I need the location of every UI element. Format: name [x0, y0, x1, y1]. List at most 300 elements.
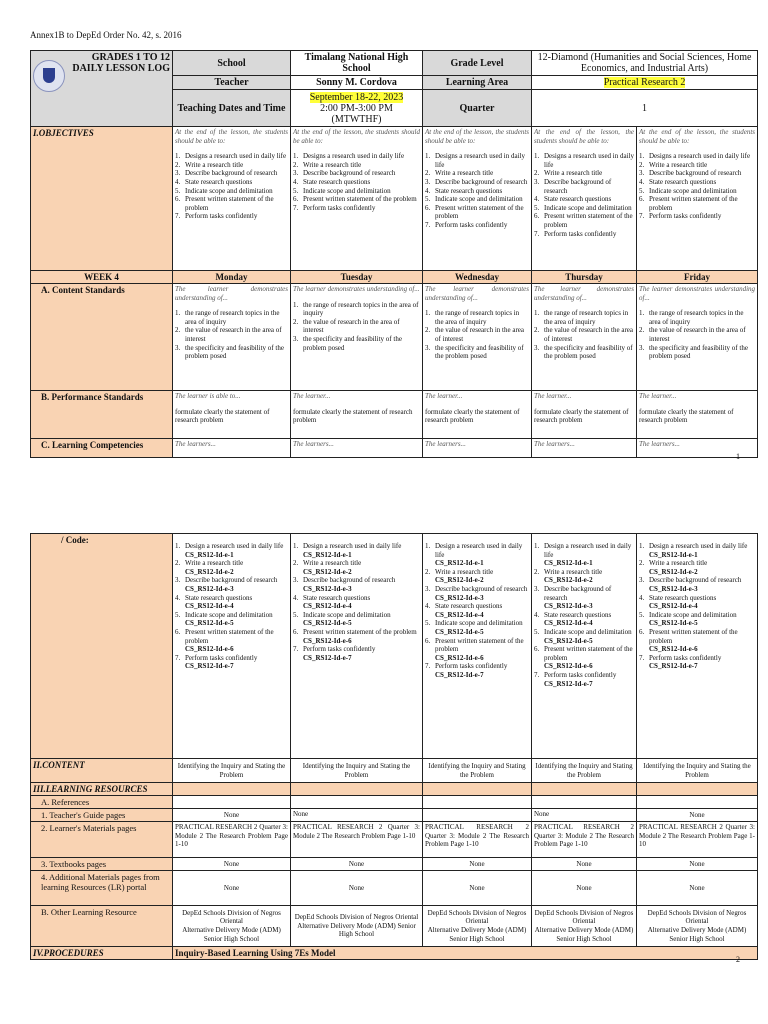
content-standards-intro: The learner demonstrates understanding of...	[293, 285, 420, 293]
item-text	[303, 195, 417, 204]
competency-code: CS_RS12-Id-e-3	[303, 584, 352, 593]
item-text	[435, 221, 507, 230]
item-text	[435, 309, 529, 326]
item-label: Write a research title	[185, 160, 244, 169]
item-text	[303, 204, 375, 213]
item-label: Describe background of research	[649, 576, 742, 585]
competency-code: CS_RS12-Id-e-7	[649, 662, 698, 671]
content-standards-intro: The learner demonstrates understanding of...	[175, 285, 288, 302]
item-text	[435, 637, 529, 663]
item-number: 5.	[175, 186, 181, 195]
item-label: State research questions	[544, 195, 612, 204]
item-number: 2.	[639, 160, 645, 169]
objectives-intro: At the end of the lesson, the students should be able to:	[425, 128, 529, 145]
list-item	[175, 187, 288, 196]
item-number: 1.	[639, 152, 645, 161]
item-text	[649, 187, 737, 196]
additional-materials-label: 4. Additional Materials pages from learning Resources (LR) portal	[31, 871, 173, 906]
item-text	[649, 559, 707, 576]
item-text	[435, 619, 523, 636]
quarter-value: 1	[532, 90, 758, 127]
procedures-label: IV.PROCEDURES	[31, 947, 173, 960]
item-number: 4.	[293, 593, 299, 602]
item-text	[435, 152, 529, 169]
competency-code: CS_RS12-Id-e-1	[435, 559, 484, 568]
list-item	[534, 152, 634, 169]
item-number: 1.	[534, 309, 540, 318]
list-item	[425, 344, 529, 361]
item-number: 6.	[534, 645, 540, 654]
page-number-1: 1	[736, 452, 740, 461]
item-text	[435, 542, 529, 568]
item-label: the range of research topics in the area of inquiry	[185, 309, 280, 326]
item-text	[649, 628, 755, 654]
list-item	[639, 152, 755, 161]
item-number: 7.	[425, 662, 431, 671]
item-number: 6.	[293, 627, 299, 636]
item-number: 1.	[425, 309, 431, 318]
list-item	[639, 611, 755, 628]
item-text	[435, 169, 493, 178]
list-item	[639, 212, 755, 221]
item-number: 2.	[534, 326, 540, 335]
list-item	[425, 195, 529, 204]
lesson-log-table-page2	[30, 533, 758, 960]
item-label: State research questions	[185, 177, 253, 186]
code-label: / Code:	[31, 534, 173, 759]
item-number: 2.	[293, 559, 299, 568]
item-text	[649, 178, 716, 187]
item-text	[303, 318, 420, 335]
list-item	[534, 671, 634, 688]
performance-standards-text: formulate clearly the statement of research problem	[534, 407, 629, 425]
item-text	[435, 585, 527, 602]
list-item	[425, 662, 529, 679]
item-text	[649, 611, 737, 628]
competency-code: CS_RS12-Id-e-2	[303, 567, 352, 576]
item-label: Describe background of research	[649, 169, 742, 178]
item-label: Perform tasks confidently	[303, 203, 376, 212]
item-text	[649, 309, 755, 326]
item-number: 5.	[293, 186, 299, 195]
item-number: 2.	[425, 169, 431, 178]
item-number: 5.	[534, 203, 540, 212]
item-number: 7.	[534, 229, 540, 238]
item-label: Present written statement of the problem	[544, 212, 633, 229]
list-item	[175, 178, 288, 187]
list-item	[639, 326, 755, 343]
other-resources-mode: Alternative Delivery Mode (ADM) Senior High School	[297, 921, 416, 939]
competency-code: CS_RS12-Id-e-4	[303, 602, 352, 611]
item-number: 4.	[293, 177, 299, 186]
school-value: Timalang National High School	[291, 51, 423, 76]
learning-competencies-intro: The learners...	[425, 440, 466, 448]
list-item	[175, 212, 288, 221]
item-text	[649, 344, 755, 361]
list-item	[175, 542, 288, 559]
code-cell	[532, 534, 637, 759]
objectives-intro: At the end of the lesson, the students should be able to:	[534, 128, 634, 145]
list-item	[639, 559, 755, 576]
list-item	[639, 309, 755, 326]
list-item	[425, 169, 529, 178]
item-label: the value of research in the area of interest	[544, 326, 634, 343]
item-text	[649, 542, 747, 559]
item-label: State research questions	[185, 593, 253, 602]
item-label: Describe background of research	[544, 177, 612, 195]
competency-code: CS_RS12-Id-e-6	[185, 645, 234, 654]
item-label: Indicate scope and delimitation	[303, 186, 391, 195]
objectives-cell	[637, 127, 758, 271]
item-number: 3.	[425, 177, 431, 186]
item-number: 1.	[293, 542, 299, 550]
list-item	[534, 344, 634, 361]
learning-competencies-cell	[532, 439, 637, 458]
list-item	[175, 654, 288, 671]
list-item	[175, 628, 288, 654]
list-item	[175, 169, 288, 178]
list-item	[293, 161, 420, 170]
other-resources-mode: Alternative Delivery Mode (ADM) Senior High School	[427, 926, 527, 943]
item-text	[544, 309, 634, 326]
log-title: GRADES 1 TO 12 DAILY LESSON LOG	[72, 52, 170, 74]
log-title-cell	[31, 51, 173, 127]
item-text	[303, 178, 370, 187]
list-item	[534, 178, 634, 195]
content-standards-cell	[423, 284, 532, 391]
performance-standards-intro: The learner...	[534, 392, 572, 400]
item-number: 7.	[175, 653, 181, 662]
item-text	[185, 344, 288, 361]
list-item	[534, 169, 634, 178]
item-label: the specificity and feasibility of the problem posed	[303, 334, 402, 352]
item-number: 4.	[175, 177, 181, 186]
item-text	[185, 611, 273, 628]
item-label: the value of research in the area of interest	[435, 326, 525, 343]
item-number: 4.	[534, 610, 540, 619]
item-number: 3.	[175, 576, 181, 585]
item-number: 3.	[639, 576, 645, 585]
textbooks-value: None	[291, 858, 423, 871]
objectives-label: I.OBJECTIVES	[31, 127, 173, 271]
list-item	[639, 542, 755, 559]
other-resources-value	[423, 906, 532, 947]
list-item	[425, 585, 529, 602]
performance-standards-text: formulate clearly the statement of research problem	[639, 407, 734, 425]
deped-seal-logo	[33, 60, 65, 92]
learners-materials-value: PRACTICAL RESEARCH 2 Quarter 3: Module 2 The Research Problem Page 1-10	[532, 822, 637, 858]
teacher-value: Sonny M. Cordova	[291, 76, 423, 90]
competency-code: CS_RS12-Id-e-2	[544, 576, 593, 585]
item-text	[185, 178, 252, 187]
dates-label: Teaching Dates and Time	[173, 90, 291, 127]
item-label: Describe background of research	[185, 169, 278, 178]
item-label: the specificity and feasibility of the problem posed	[185, 343, 284, 361]
item-number: 3.	[534, 177, 540, 186]
competency-code: CS_RS12-Id-e-6	[435, 653, 484, 662]
item-text	[544, 344, 634, 361]
item-label: Present written statement of the problem	[435, 203, 524, 221]
other-resources-value	[173, 906, 291, 947]
item-label: Designs a research used in daily life	[185, 152, 287, 161]
learners-materials-value: PRACTICAL RESEARCH 2 Quarter 3: Module 2 The Research Problem Page 1-10	[423, 822, 532, 858]
list-item	[425, 602, 529, 619]
references-blank	[637, 796, 758, 809]
item-number: 3.	[639, 169, 645, 178]
competency-code: CS_RS12-Id-e-5	[649, 619, 698, 628]
item-number: 2.	[293, 160, 299, 169]
performance-standards-text: formulate clearly the statement of research problem	[293, 407, 413, 425]
list-item	[175, 559, 288, 576]
competency-code: CS_RS12-Id-e-1	[649, 550, 698, 559]
item-number: 2.	[425, 567, 431, 576]
teacher-label: Teacher	[173, 76, 291, 90]
item-number: 2.	[293, 317, 299, 326]
learning-competencies-cell	[291, 439, 423, 458]
days-value: (MTWTHF)	[331, 113, 382, 125]
list-item	[293, 559, 420, 576]
item-number: 5.	[534, 627, 540, 636]
item-number: 3.	[175, 169, 181, 178]
competency-code: CS_RS12-Id-e-1	[185, 550, 234, 559]
item-text	[649, 576, 741, 593]
item-text	[544, 671, 616, 688]
learning-resources-label: III.LEARNING RESOURCES	[31, 783, 173, 796]
item-number: 1.	[534, 152, 540, 161]
item-text	[435, 187, 502, 196]
content-value: Identifying the Inquiry and Stating the Problem	[423, 759, 532, 783]
item-text	[303, 152, 404, 161]
list-item	[175, 161, 288, 170]
item-number: 6.	[175, 195, 181, 204]
item-text	[185, 628, 288, 654]
item-number: 1.	[175, 542, 181, 550]
school-label: School	[173, 51, 291, 76]
item-text	[303, 169, 395, 178]
textbooks-value: None	[637, 858, 758, 871]
content-standards-intro: The learner demonstrates understanding of...	[534, 285, 634, 302]
competency-code: CS_RS12-Id-e-7	[303, 653, 352, 662]
item-text	[185, 161, 243, 170]
item-label: Designs a research used in daily life	[544, 152, 634, 169]
day-header: Tuesday	[291, 271, 423, 284]
item-number: 4.	[639, 177, 645, 186]
item-text	[185, 195, 288, 212]
item-label: the specificity and feasibility of the problem posed	[544, 343, 633, 361]
list-item	[293, 178, 420, 187]
item-label: Write a research title	[435, 169, 494, 178]
item-text	[185, 212, 257, 221]
competency-code: CS_RS12-Id-e-3	[435, 593, 484, 602]
list-item	[425, 204, 529, 221]
teachers-guide-value: None	[291, 809, 423, 822]
list-item	[293, 318, 420, 335]
item-text	[544, 212, 634, 229]
competency-code: CS_RS12-Id-e-7	[544, 679, 593, 688]
list-item	[639, 178, 755, 187]
item-text	[649, 654, 721, 671]
item-label: Write a research title	[649, 559, 708, 568]
item-number: 3.	[534, 584, 540, 593]
item-text	[303, 611, 391, 628]
other-resources-division: DepEd Schools Division of Negros Oriental	[182, 908, 281, 926]
other-resources-mode: Alternative Delivery Mode (ADM) Senior High School	[647, 926, 747, 943]
additional-materials-value: None	[532, 871, 637, 906]
item-label: Write a research title	[544, 169, 603, 178]
item-number: 2.	[425, 326, 431, 335]
item-number: 4.	[534, 195, 540, 204]
list-item	[175, 594, 288, 611]
learners-materials-label: 2. Learner's Materials pages	[31, 822, 173, 858]
item-label: Write a research title	[303, 559, 362, 568]
item-label: Describe background of research	[185, 576, 278, 585]
list-item	[293, 611, 420, 628]
item-label: Write a research title	[303, 160, 362, 169]
item-label: Indicate scope and delimitation	[185, 610, 273, 619]
item-number: 1.	[639, 309, 645, 318]
textbooks-value: None	[532, 858, 637, 871]
item-number: 2.	[175, 326, 181, 335]
content-standards-cell	[532, 284, 637, 391]
quarter-label: Quarter	[423, 90, 532, 127]
item-number: 3.	[534, 343, 540, 352]
item-text	[303, 301, 420, 318]
objectives-intro: At the end of the lesson, the students should be able to:	[293, 128, 420, 145]
learning-resources-blank	[173, 783, 291, 796]
procedures-value: Inquiry-Based Learning Using 7Es Model	[173, 947, 758, 960]
list-item	[425, 221, 529, 230]
list-item	[293, 187, 420, 196]
list-item	[293, 152, 420, 161]
item-label: Design a research used in daily life	[544, 542, 632, 559]
item-label: Present written statement of the problem	[544, 645, 633, 662]
item-number: 5.	[175, 610, 181, 619]
item-number: 3.	[293, 334, 299, 343]
item-text	[435, 662, 507, 679]
list-item	[293, 645, 420, 662]
item-number: 3.	[425, 343, 431, 352]
list-item	[425, 326, 529, 343]
list-item	[293, 594, 420, 611]
grade-level-value: 12-Diamond (Humanities and Social Sciences, Home Economics, and Industrial Arts)	[532, 51, 758, 76]
item-number: 6.	[425, 203, 431, 212]
item-number: 1.	[293, 300, 299, 309]
item-number: 7.	[293, 645, 299, 654]
item-label: Design a research used in daily life	[649, 542, 748, 550]
item-number: 4.	[639, 593, 645, 602]
item-text	[544, 568, 602, 585]
item-number: 1.	[534, 542, 540, 550]
item-label: Perform tasks confidently	[544, 670, 617, 679]
page-number-2: 2	[736, 955, 740, 964]
item-number: 5.	[293, 610, 299, 619]
item-label: State research questions	[649, 593, 717, 602]
item-label: Present written statement of the problem	[435, 636, 524, 654]
performance-standards-intro: The learner...	[425, 392, 463, 400]
additional-materials-value: None	[637, 871, 758, 906]
textbooks-label: 3. Textbooks pages	[31, 858, 173, 871]
list-item	[175, 195, 288, 212]
item-label: Describe background of research	[544, 584, 612, 602]
item-text	[435, 204, 529, 221]
list-item	[639, 169, 755, 178]
list-item	[639, 594, 755, 611]
item-text	[649, 326, 755, 343]
list-item	[293, 542, 420, 559]
item-text	[185, 326, 288, 343]
item-label: Indicate scope and delimitation	[649, 610, 737, 619]
item-number: 5.	[425, 619, 431, 628]
competency-code: CS_RS12-Id-e-3	[185, 584, 234, 593]
textbooks-value: None	[423, 858, 532, 871]
item-label: Indicate scope and delimitation	[544, 627, 632, 636]
item-number: 7.	[175, 212, 181, 221]
item-label: Perform tasks confidently	[303, 645, 376, 654]
teachers-guide-value: None	[173, 809, 291, 822]
item-text	[185, 576, 277, 593]
other-resources-mode: Alternative Delivery Mode (ADM) Senior High School	[182, 926, 281, 943]
textbooks-value: None	[173, 858, 291, 871]
list-item	[425, 542, 529, 568]
objectives-intro: At the end of the lesson, the students should be able to:	[639, 128, 756, 145]
competency-code: CS_RS12-Id-e-4	[649, 602, 698, 611]
list-item	[425, 619, 529, 636]
item-label: Present written statement of the problem	[185, 195, 274, 212]
objectives-cell	[291, 127, 423, 271]
item-label: State research questions	[303, 177, 371, 186]
performance-standards-text: formulate clearly the statement of research problem	[175, 407, 270, 425]
content-standards-cell	[173, 284, 291, 391]
list-item	[639, 195, 755, 212]
item-number: 1.	[425, 152, 431, 161]
list-item	[639, 576, 755, 593]
item-text	[649, 212, 721, 221]
competency-code: CS_RS12-Id-e-3	[649, 584, 698, 593]
competency-code: CS_RS12-Id-e-2	[435, 576, 484, 585]
item-number: 3.	[425, 584, 431, 593]
item-label: Present written statement of the problem	[303, 195, 417, 204]
item-text	[185, 542, 283, 559]
learning-competencies-cell	[173, 439, 291, 458]
item-label: Perform tasks confidently	[649, 653, 722, 662]
list-item	[534, 230, 634, 239]
learners-materials-value: PRACTICAL RESEARCH 2 Quarter 3: Module 2 The Research Problem Page 1-10	[637, 822, 758, 858]
learning-competencies-cell	[423, 439, 532, 458]
teachers-guide-value: None	[532, 809, 637, 822]
content-value: Identifying the Inquiry and Stating the Problem	[291, 759, 423, 783]
item-label: Describe background of research	[435, 177, 528, 186]
additional-materials-value: None	[291, 871, 423, 906]
item-text	[435, 178, 527, 187]
item-number: 1.	[639, 542, 645, 550]
item-label: State research questions	[303, 593, 371, 602]
day-header: Monday	[173, 271, 291, 284]
item-number: 1.	[175, 152, 181, 161]
list-item	[175, 152, 288, 161]
item-label: Write a research title	[435, 567, 494, 576]
day-header: Wednesday	[423, 271, 532, 284]
item-label: Present written statement of the problem	[649, 627, 738, 645]
performance-standards-label: B. Performance Standards	[31, 391, 173, 439]
item-text	[303, 645, 375, 662]
item-label: the range of research topics in the area of inquiry	[303, 300, 419, 318]
item-label: the range of research topics in the area of inquiry	[649, 309, 744, 326]
lesson-log-table-page1	[30, 50, 758, 458]
item-text	[544, 542, 634, 568]
references-blank	[532, 796, 637, 809]
item-text	[303, 335, 420, 352]
item-number: 2.	[639, 559, 645, 568]
